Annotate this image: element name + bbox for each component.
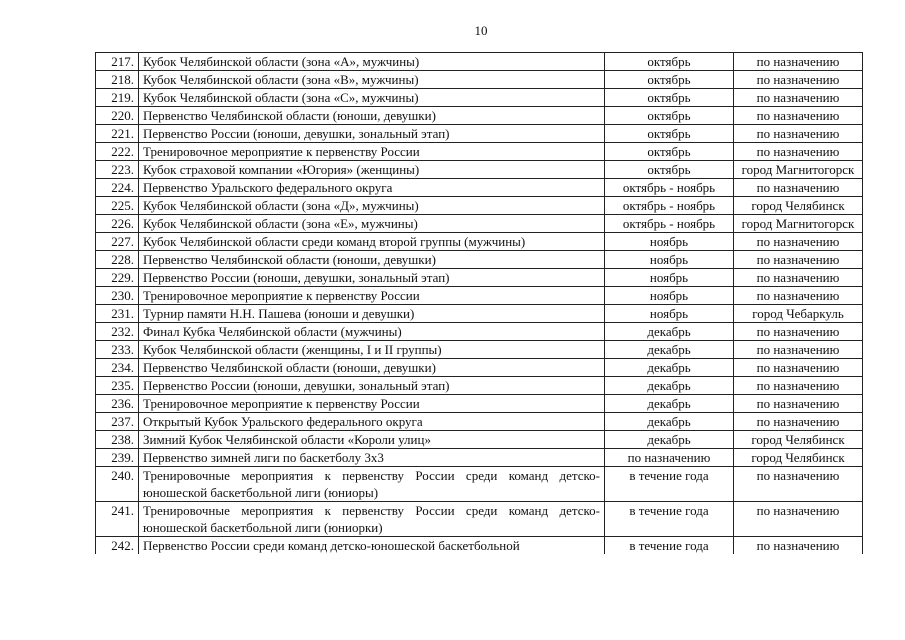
- event-number-cell: 239.: [96, 449, 139, 467]
- event-place-cell: по назначению: [734, 341, 863, 359]
- event-name-cell: Финал Кубка Челябинской области (мужчины): [139, 323, 605, 341]
- event-number-cell: 231.: [96, 305, 139, 323]
- event-place-cell: по назначению: [734, 359, 863, 377]
- table-row: [96, 502, 863, 537]
- event-date-cell: октябрь - ноябрь: [605, 179, 734, 197]
- event-number-cell: 230.: [96, 287, 139, 305]
- table-row: [96, 89, 863, 107]
- event-name-cell: Кубок Челябинской области среди команд второй группы (мужчины): [139, 233, 605, 251]
- table-row: [96, 359, 863, 377]
- table-row: [96, 323, 863, 341]
- event-date-cell: октябрь - ноябрь: [605, 215, 734, 233]
- event-place-cell: по назначению: [734, 377, 863, 395]
- event-number-cell: 237.: [96, 413, 139, 431]
- event-name-cell: Первенство России (юноши, девушки, зональный этап): [139, 269, 605, 287]
- event-number-cell: 242.: [96, 537, 139, 555]
- table-row: [96, 413, 863, 431]
- event-name-cell: Кубок Челябинской области (зона «Д», мужчины): [139, 197, 605, 215]
- event-number-cell: 220.: [96, 107, 139, 125]
- event-date-cell: в течение года: [605, 467, 734, 502]
- event-number-cell: 241.: [96, 502, 139, 537]
- table-row: [96, 125, 863, 143]
- event-name-cell: Первенство России среди команд детско-юношеской баскетбольной: [139, 537, 605, 555]
- table-row: [96, 377, 863, 395]
- event-date-cell: в течение года: [605, 502, 734, 537]
- event-name-cell: Первенство Уральского федерального округа: [139, 179, 605, 197]
- event-number-cell: 217.: [96, 53, 139, 71]
- event-name-cell: Первенство Челябинской области (юноши, девушки): [139, 107, 605, 125]
- event-place-cell: по назначению: [734, 143, 863, 161]
- event-place-cell: по назначению: [734, 89, 863, 107]
- event-number-cell: 225.: [96, 197, 139, 215]
- event-place-cell: город Челябинск: [734, 197, 863, 215]
- event-name-cell: Кубок Челябинской области (зона «В», мужчины): [139, 71, 605, 89]
- event-date-cell: октябрь: [605, 143, 734, 161]
- event-number-cell: 224.: [96, 179, 139, 197]
- event-name-cell: Кубок Челябинской области (зона «Е», мужчины): [139, 215, 605, 233]
- event-number-cell: 235.: [96, 377, 139, 395]
- event-date-cell: ноябрь: [605, 269, 734, 287]
- table-row: [96, 233, 863, 251]
- event-date-cell: декабрь: [605, 395, 734, 413]
- event-place-cell: по назначению: [734, 395, 863, 413]
- event-name-cell: Турнир памяти Н.Н. Пашева (юноши и девушки): [139, 305, 605, 323]
- event-number-cell: 228.: [96, 251, 139, 269]
- event-place-cell: по назначению: [734, 287, 863, 305]
- event-place-cell: по назначению: [734, 413, 863, 431]
- event-name-cell: Кубок страховой компании «Югория» (женщины): [139, 161, 605, 179]
- event-name-cell: Первенство Челябинской области (юноши, девушки): [139, 251, 605, 269]
- event-number-cell: 226.: [96, 215, 139, 233]
- event-place-cell: по назначению: [734, 467, 863, 502]
- event-date-cell: ноябрь: [605, 233, 734, 251]
- event-name-cell: Зимний Кубок Челябинской области «Короли улиц»: [139, 431, 605, 449]
- event-number-cell: 232.: [96, 323, 139, 341]
- table-row: [96, 431, 863, 449]
- table-row: [96, 537, 863, 555]
- event-place-cell: по назначению: [734, 179, 863, 197]
- table-row: [96, 269, 863, 287]
- event-place-cell: город Магнитогорск: [734, 215, 863, 233]
- table-row: [96, 143, 863, 161]
- event-place-cell: по назначению: [734, 323, 863, 341]
- event-place-cell: по назначению: [734, 537, 863, 555]
- event-number-cell: 238.: [96, 431, 139, 449]
- table-row: [96, 53, 863, 71]
- event-number-cell: 229.: [96, 269, 139, 287]
- event-name-cell: Тренировочное мероприятие к первенству России: [139, 143, 605, 161]
- event-number-cell: 223.: [96, 161, 139, 179]
- events-schedule-table: [95, 52, 863, 554]
- event-date-cell: октябрь: [605, 107, 734, 125]
- event-number-cell: 219.: [96, 89, 139, 107]
- table-row: [96, 287, 863, 305]
- table-row: [96, 161, 863, 179]
- table-row: [96, 215, 863, 233]
- event-place-cell: по назначению: [734, 53, 863, 71]
- event-date-cell: ноябрь: [605, 287, 734, 305]
- event-place-cell: по назначению: [734, 107, 863, 125]
- event-date-cell: по назначению: [605, 449, 734, 467]
- table-row: [96, 305, 863, 323]
- event-date-cell: октябрь: [605, 89, 734, 107]
- event-place-cell: по назначению: [734, 125, 863, 143]
- event-number-cell: 233.: [96, 341, 139, 359]
- event-name-cell: Первенство России (юноши, девушки, зональный этап): [139, 125, 605, 143]
- event-name-cell: Кубок Челябинской области (женщины, I и II группы): [139, 341, 605, 359]
- event-number-cell: 236.: [96, 395, 139, 413]
- event-date-cell: ноябрь: [605, 251, 734, 269]
- event-place-cell: по назначению: [734, 251, 863, 269]
- event-place-cell: по назначению: [734, 71, 863, 89]
- table-row: [96, 251, 863, 269]
- event-name-cell: Первенство России (юноши, девушки, зональный этап): [139, 377, 605, 395]
- table-row: [96, 449, 863, 467]
- event-date-cell: декабрь: [605, 323, 734, 341]
- table-row: [96, 341, 863, 359]
- event-place-cell: город Магнитогорск: [734, 161, 863, 179]
- table-row: [96, 467, 863, 502]
- event-name-cell: Первенство зимней лиги по баскетболу 3х3: [139, 449, 605, 467]
- event-name-cell: Тренировочное мероприятие к первенству России: [139, 395, 605, 413]
- event-place-cell: город Челябинск: [734, 449, 863, 467]
- event-name-cell: Тренировочные мероприятия к первенству России среди команд детско-юношеской баскетбольной лиги (юниорки): [139, 502, 605, 537]
- event-place-cell: город Челябинск: [734, 431, 863, 449]
- event-number-cell: 227.: [96, 233, 139, 251]
- event-number-cell: 234.: [96, 359, 139, 377]
- event-date-cell: октябрь: [605, 71, 734, 89]
- event-date-cell: декабрь: [605, 377, 734, 395]
- event-date-cell: декабрь: [605, 359, 734, 377]
- event-number-cell: 240.: [96, 467, 139, 502]
- table-row: [96, 197, 863, 215]
- event-name-cell: Первенство Челябинской области (юноши, девушки): [139, 359, 605, 377]
- event-number-cell: 222.: [96, 143, 139, 161]
- event-place-cell: по назначению: [734, 233, 863, 251]
- event-name-cell: Кубок Челябинской области (зона «С», мужчины): [139, 89, 605, 107]
- page-number: 10: [474, 23, 488, 38]
- event-place-cell: город Чебаркуль: [734, 305, 863, 323]
- event-date-cell: в течение года: [605, 537, 734, 555]
- event-number-cell: 221.: [96, 125, 139, 143]
- table-row: [96, 179, 863, 197]
- event-date-cell: октябрь: [605, 161, 734, 179]
- event-date-cell: декабрь: [605, 341, 734, 359]
- event-date-cell: ноябрь: [605, 305, 734, 323]
- table-row: [96, 107, 863, 125]
- event-date-cell: октябрь: [605, 53, 734, 71]
- event-date-cell: декабрь: [605, 431, 734, 449]
- event-date-cell: октябрь: [605, 125, 734, 143]
- event-name-cell: Кубок Челябинской области (зона «А», мужчины): [139, 53, 605, 71]
- event-place-cell: по назначению: [734, 269, 863, 287]
- schedule-table-body: [96, 53, 863, 555]
- table-row: [96, 395, 863, 413]
- table-row: [96, 71, 863, 89]
- event-place-cell: по назначению: [734, 502, 863, 537]
- event-date-cell: декабрь: [605, 413, 734, 431]
- event-name-cell: Тренировочное мероприятие к первенству России: [139, 287, 605, 305]
- event-date-cell: октябрь - ноябрь: [605, 197, 734, 215]
- event-name-cell: Открытый Кубок Уральского федерального округа: [139, 413, 605, 431]
- event-number-cell: 218.: [96, 71, 139, 89]
- event-name-cell: Тренировочные мероприятия к первенству России среди команд детско-юношеской баскетбольной лиги (юниоры): [139, 467, 605, 502]
